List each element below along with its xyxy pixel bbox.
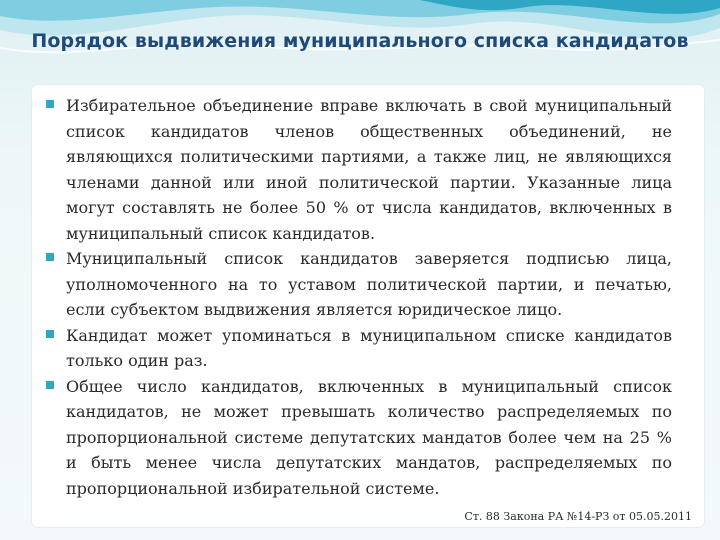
bullet-list	[46, 93, 672, 501]
square-bullet-icon	[46, 253, 54, 261]
bullet-item	[46, 323, 672, 374]
bullet-item	[46, 93, 672, 246]
square-bullet-icon	[46, 100, 54, 108]
page-title: Порядок выдвижения муниципального списка кандидатов	[31, 30, 689, 52]
square-bullet-icon	[46, 330, 54, 338]
bullet-text: Муниципальный список кандидатов заверяется подписью лица, уполномоченного на то уставом политической партии, и печатью, если субъектом выдвижения является юридическое лицо.	[66, 249, 672, 319]
bullet-text: Кандидат может упоминаться в муниципальном списке кандидатов только один раз.	[66, 325, 672, 370]
bullet-item	[46, 374, 672, 502]
bullet-text: Общее число кандидатов, включенных в муниципальный список кандидатов, не может превышать количество распределяемых по пропорциональной системе депутатских мандатов более чем на 25 % и быть менее числа депутатских мандатов, распределяемых по пропорциональной избирательной системе.	[66, 376, 672, 498]
square-bullet-icon	[46, 381, 54, 389]
bullet-item	[46, 246, 672, 323]
bullet-text: Избирательное объединение вправе включать в свой муниципальный список кандидатов членов общественных объединений, не являющихся политическими партиями, а также лиц, не являющихся членами данной или иной политической партии. Указанные лица могут составлять не более 50 % от числа кандидатов, включенных в муниципальный список кандидатов.	[66, 96, 672, 243]
source-citation: Ст. 88 Закона РА №14-РЗ от 05.05.2011	[464, 510, 692, 523]
